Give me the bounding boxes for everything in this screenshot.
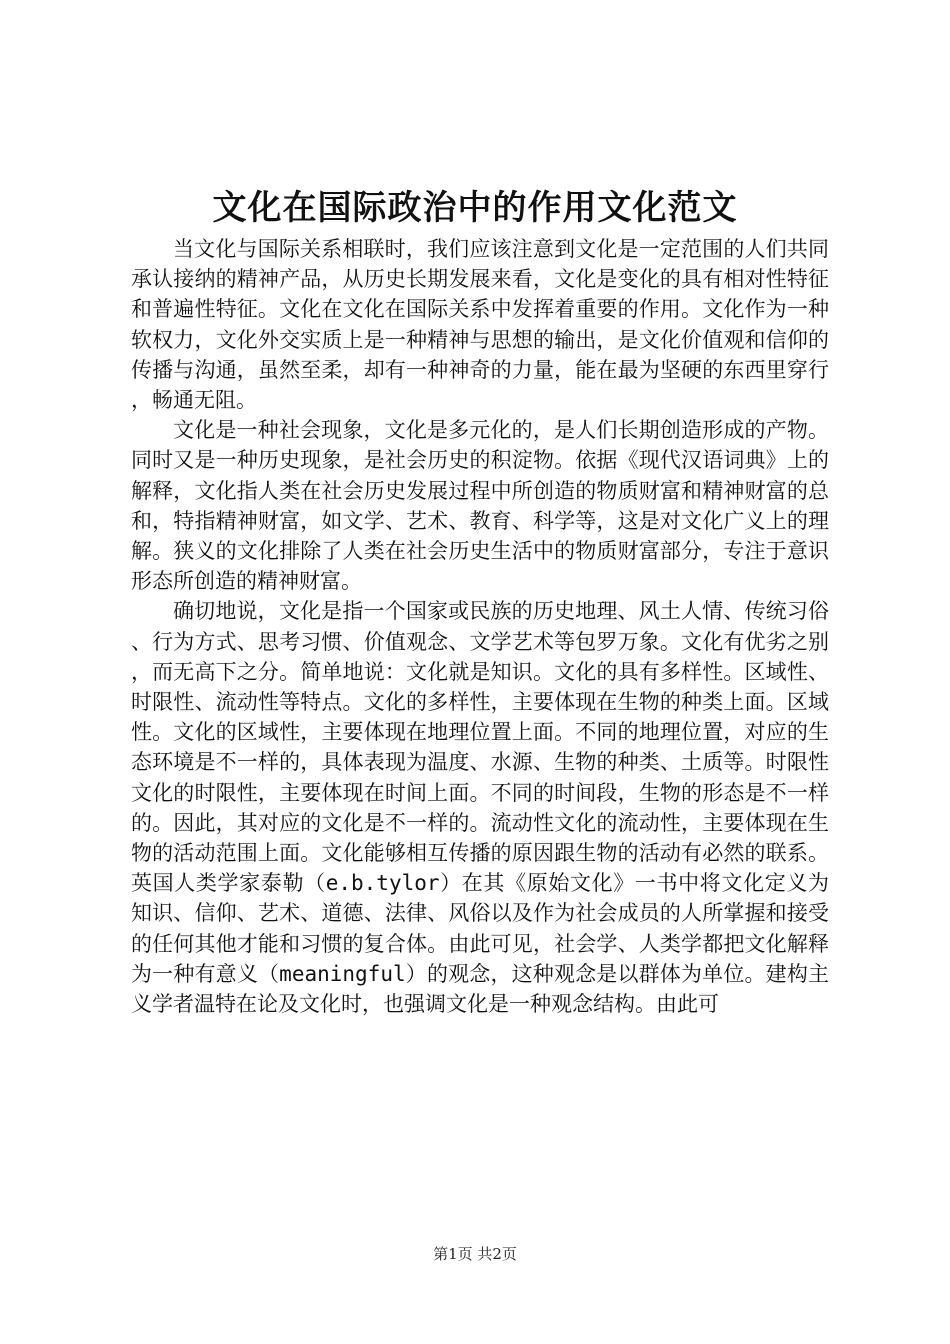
paragraph-2: 文化是一种社会现象，文化是多元化的，是人们长期创造形成的产物。同时又是一种历史现象，是社会历史的积淀物。依据《现代汉语词典》上的解释，文化指人类在社会历史发展过程中所创造的物质财富和精神财富的总和，特指精神财富，如文学、艺术、教育、科学等，这是对文化广义上的理解。狭义的文化排除了人类在社会历史生活中的物质财富部分，专注于意识形态所创造的精神财富。	[131, 418, 829, 594]
paragraph-1: 当文化与国际关系相联时，我们应该注意到文化是一定范围的人们共同承认接纳的精神产品，从历史长期发展来看，文化是变化的具有相对性特征和普遍性特征。文化在文化在国际关系中发挥着重要的作用。文化作为一种软权力，文化外交实质上是一种精神与思想的输出，是文化价值观和信仰的传播与沟通，虽然至柔，却有一种神奇的力量，能在最为坚硬的东西里穿行，畅通无阻。	[131, 237, 829, 413]
paragraph-3: 确切地说，文化是指一个国家或民族的历史地理、风土人情、传统习俗、行为方式、思考习惯、价值观念、文学艺术等包罗万象。文化有优劣之别，而无高下之分。简单地说：文化就是知识。文化的具有多样性。区域性、时限性、流动性等特点。文化的多样性，主要体现在生物的种类上面。区域性。文化的区域性，主要体现在地理位置上面。不同的地理位置，对应的生态环境是不一样的，具体表现为温度、水源、生物的种类、土质等。时限性文化的时限性，主要体现在时间上面。不同的时间段，生物的形态是不一样的。因此，其对应的文化是不一样的。流动性文化的流动性，主要体现在生物的活动范围上面。文化能够相互传播的原因跟生物的活动有必然的联系。英国人类学家泰勒（e.b.tylor）在其《原始文化》一书中将文化定义为知识、信仰、艺术、道德、法律、风俗以及作为社会成员的人所掌握和接受的任何其他才能和习惯的复合体。由此可见，社会学、人类学都把文化解释为一种有意义（meaningful）的观念，这种观念是以群体为单位。建构主义学者温特在论及文化时，也强调文化是一种观念结构。由此可	[131, 599, 829, 1017]
document-body	[131, 234, 829, 1019]
page-number-footer: 第1页 共2页	[433, 1245, 517, 1263]
document-title: 文化在国际政治中的作用文化范文	[212, 188, 738, 228]
